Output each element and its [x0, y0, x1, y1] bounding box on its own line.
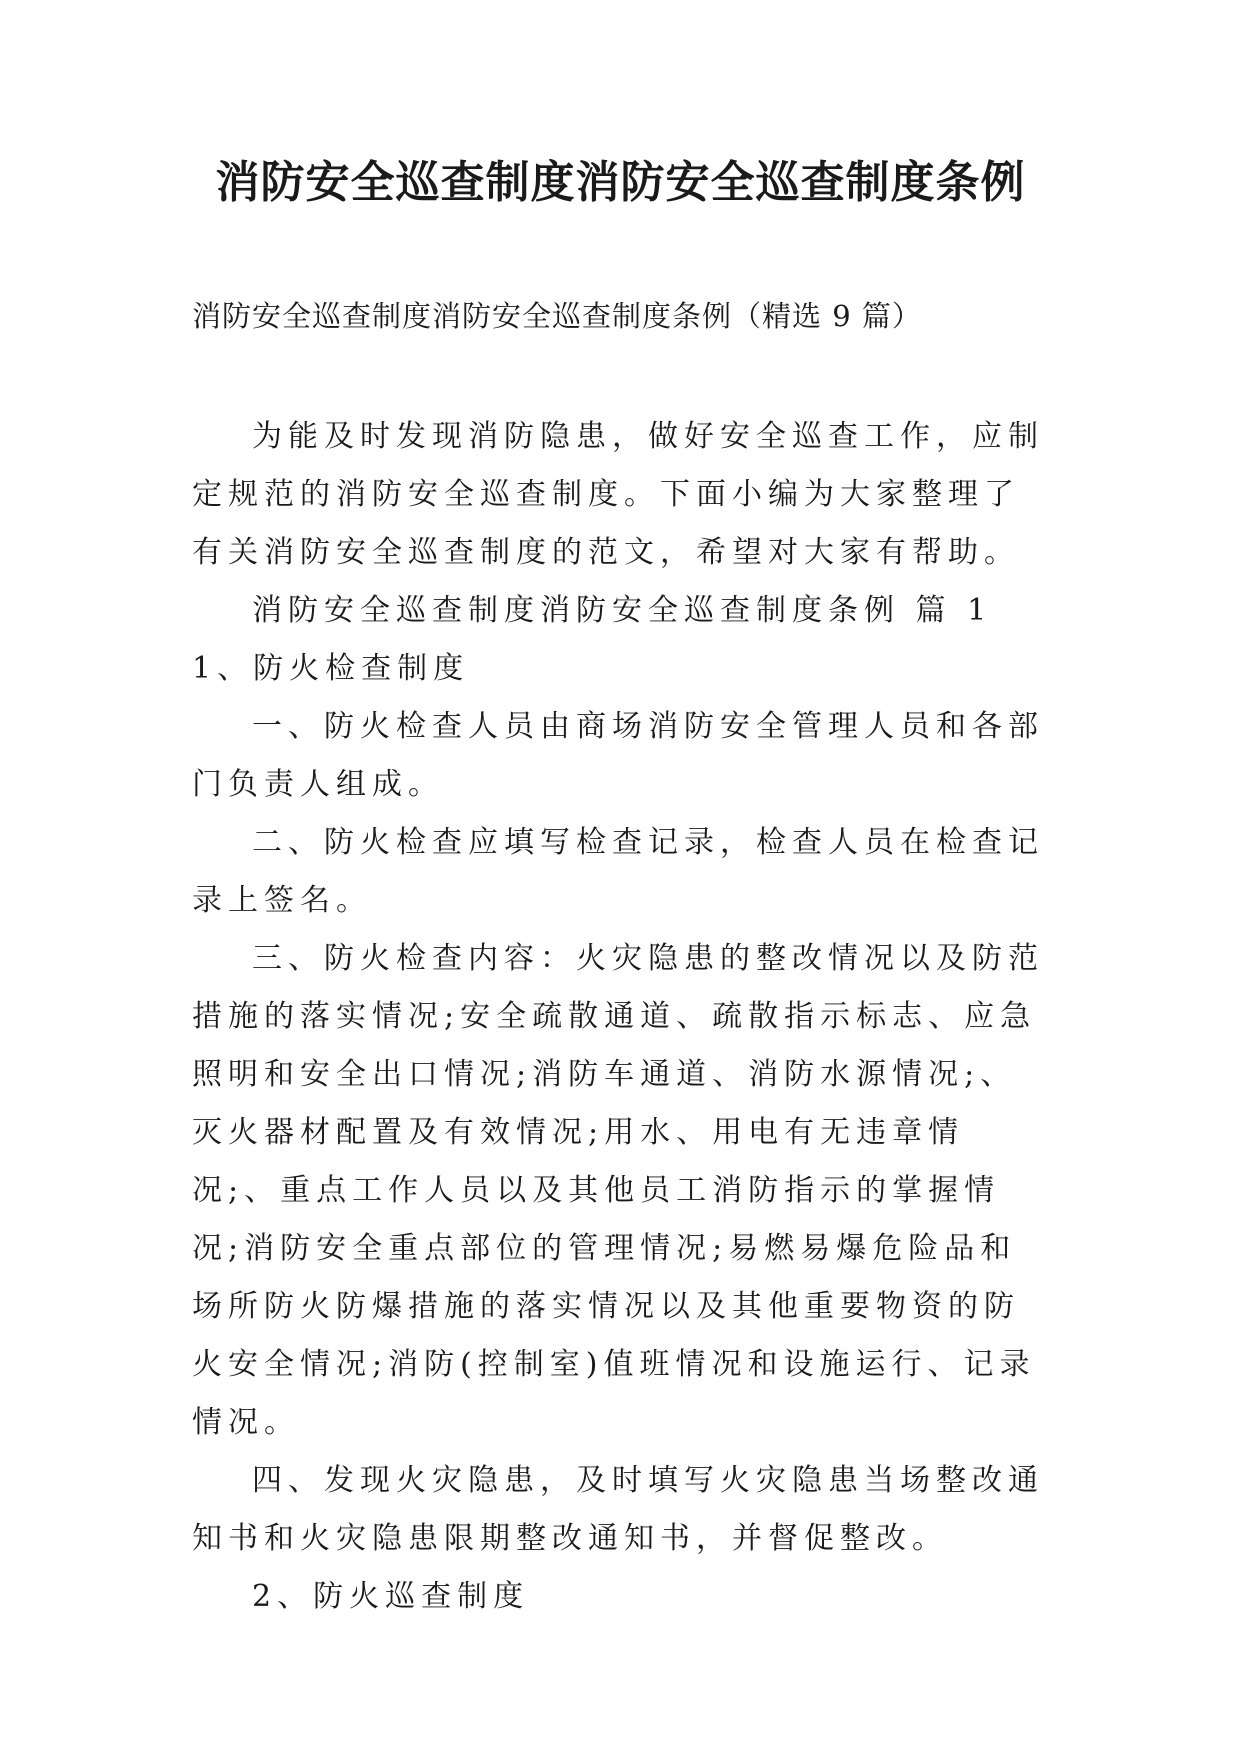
section-heading-paragraph — [192, 582, 1052, 698]
document-subtitle: 消防安全巡查制度消防安全巡查制度条例（精选 9 篇） — [192, 299, 922, 333]
section-heading: 消防安全巡查制度消防安全巡查制度条例 篇 1 — [252, 593, 993, 628]
intro-paragraph: 为能及时发现消防隐患，做好安全巡查工作，应制定规范的消防安全巡查制度。下面小编为大家整理了有关消防安全巡查制度的范文，希望对大家有帮助。 — [192, 419, 1044, 570]
section-1-heading: 1、防火检查制度 — [192, 651, 470, 686]
section-2-heading: 2、防火巡查制度 — [252, 1579, 530, 1614]
document-body — [192, 408, 1052, 1626]
document-title: 消防安全巡查制度消防安全巡查制度条例 — [215, 157, 1026, 208]
rule-item-1: 一、防火检查人员由商场消防安全管理人员和各部门负责人组成。 — [192, 709, 1044, 802]
rule-item-2: 二、防火检查应填写检查记录，检查人员在检查记录上签名。 — [192, 825, 1044, 918]
rule-item-4: 四、发现火灾隐患，及时填写火灾隐患当场整改通知书和火灾隐患限期整改通知书，并督促整改。 — [192, 1463, 1044, 1556]
rule-item-3: 三、防火检查内容：火灾隐患的整改情况以及防范措施的落实情况;安全疏散通道、疏散指示标志、应急照明和安全出口情况;消防车通道、消防水源情况;、灭火器材配置及有效情况;用水、用电有无违章情况;、重点工作人员以及其他员工消防指示的掌握情况;消防安全重点部位的管理情况;易燃易爆危险品和场所防火防爆措施的落实情况以及其他重要物资的防火安全情况;消防(控制室)值班情况和设施运行、记录情况。 — [192, 941, 1044, 1440]
